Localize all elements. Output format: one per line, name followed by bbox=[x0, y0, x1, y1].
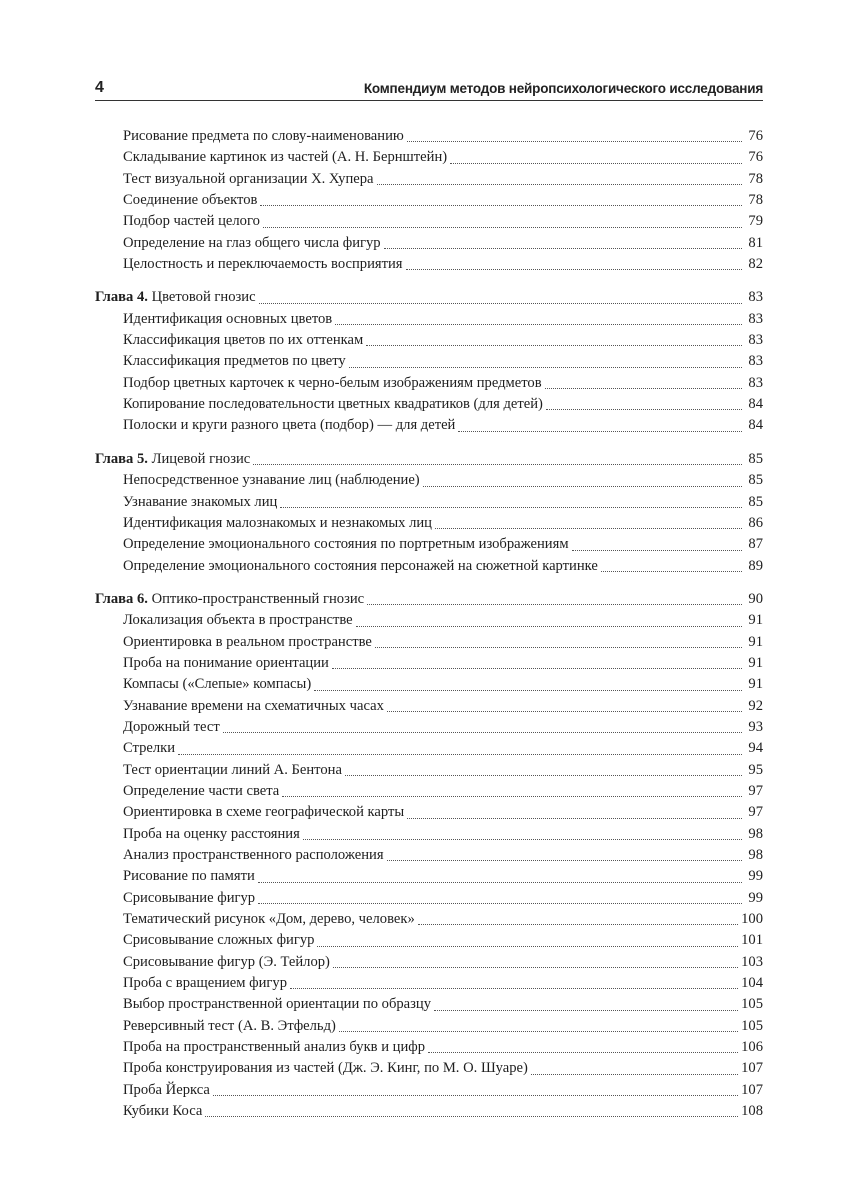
toc-page-number: 93 bbox=[748, 718, 763, 735]
toc-entry[interactable] bbox=[95, 373, 763, 394]
toc-entry-title: Реверсивный тест (А. В. Этфельд) bbox=[123, 1017, 336, 1034]
toc-entry-title: Определение эмоционального состояния персонажей на сюжетной картинке bbox=[123, 557, 598, 574]
toc-entry-title: Узнавание знакомых лиц bbox=[123, 493, 278, 510]
toc-entry-title: Дорожный тест bbox=[123, 718, 220, 735]
toc-entry-title: Проба на понимание ориентации bbox=[123, 654, 329, 671]
dot-leader bbox=[384, 696, 745, 717]
running-title: Компендиум методов нейропсихологического исследования bbox=[363, 81, 763, 96]
toc-entry[interactable] bbox=[95, 556, 763, 577]
dot-leader bbox=[300, 824, 745, 845]
toc-entry[interactable] bbox=[95, 632, 763, 653]
toc-page-number: 107 bbox=[741, 1081, 763, 1098]
toc-page-number: 106 bbox=[741, 1039, 763, 1056]
toc-page-number: 94 bbox=[748, 740, 763, 757]
dot-leader bbox=[260, 211, 745, 232]
chapter-label: Глава 6. bbox=[95, 590, 148, 607]
toc-entry-title: Срисовывание сложных фигур bbox=[123, 932, 315, 949]
toc-page-number: 100 bbox=[741, 911, 763, 928]
toc-entry[interactable] bbox=[95, 760, 763, 781]
toc-entry[interactable] bbox=[95, 696, 763, 717]
dot-leader bbox=[420, 470, 745, 491]
toc-entry-title: Анализ пространственного расположения bbox=[123, 847, 384, 863]
toc-entry[interactable] bbox=[95, 394, 763, 415]
dot-leader bbox=[287, 973, 741, 994]
toc-entry-title: Срисовывание фигур bbox=[123, 889, 256, 906]
dot-leader bbox=[364, 589, 745, 610]
toc-page-number: 91 bbox=[748, 676, 763, 693]
dot-leader bbox=[202, 1101, 741, 1122]
toc-entry[interactable] bbox=[95, 866, 763, 887]
dot-leader bbox=[329, 653, 745, 674]
toc-entry-title: Подбор цветных карточек к черно-белым изображениям предметов bbox=[123, 374, 542, 391]
toc-entry[interactable] bbox=[95, 930, 763, 951]
toc-entry-title: Копирование последовательности цветных квадратиков (для детей) bbox=[123, 396, 543, 413]
dot-leader bbox=[598, 556, 745, 577]
toc-entry-title: Определение части света bbox=[123, 782, 280, 799]
toc-entry-title: Непосредственное узнавание лиц (наблюдение) bbox=[123, 472, 420, 489]
toc-page-number: 97 bbox=[748, 804, 763, 821]
toc-page-number: 89 bbox=[748, 557, 763, 574]
toc-entry-title: Срисовывание фигур (Э. Тейлор) bbox=[123, 953, 330, 970]
toc-chapter-title bbox=[95, 589, 364, 610]
toc-entry-title: Полоски и круги разного цвета (подбор) — для детей bbox=[123, 417, 456, 434]
toc-page-number: 85 bbox=[748, 450, 763, 467]
dot-leader bbox=[431, 994, 741, 1015]
dot-leader bbox=[432, 513, 745, 534]
toc-entry-title: Целостность и переключаемость восприятия bbox=[123, 256, 403, 273]
chapter-name: Лицевой гнозис bbox=[151, 450, 251, 467]
toc-entry-title: Определение эмоционального состояния по портретным изображениям bbox=[123, 536, 569, 553]
toc-page-number: 86 bbox=[748, 514, 763, 531]
dot-leader bbox=[210, 1080, 741, 1101]
toc-entry-title: Складывание картинок из частей (А. Н. Бернштейн) bbox=[123, 149, 448, 166]
toc-entry[interactable] bbox=[95, 351, 763, 372]
dot-leader bbox=[257, 190, 745, 211]
toc-entry-title: Тест ориентации линий А. Бентона bbox=[123, 761, 342, 778]
toc-page-number: 79 bbox=[748, 213, 763, 230]
table-of-contents bbox=[95, 126, 763, 1122]
toc-entry-title: Локализация объекта в пространстве bbox=[123, 612, 353, 629]
toc-entry-title: Рисование предмета по слову-наименованию bbox=[123, 128, 404, 144]
toc-page-number: 83 bbox=[748, 289, 763, 306]
toc-entry-title: Подбор частей целого bbox=[123, 213, 260, 230]
toc-page-number: 98 bbox=[748, 825, 763, 842]
toc-entry[interactable] bbox=[95, 909, 763, 930]
dot-leader bbox=[528, 1058, 741, 1079]
toc-page-number: 92 bbox=[748, 697, 763, 714]
toc-page-number: 105 bbox=[741, 996, 763, 1013]
dot-leader bbox=[336, 1016, 741, 1037]
dot-leader bbox=[255, 866, 745, 887]
toc-page-number: 103 bbox=[741, 953, 763, 970]
toc-page-number: 101 bbox=[741, 932, 763, 949]
toc-page-number: 76 bbox=[748, 149, 763, 166]
toc-entry[interactable] bbox=[95, 653, 763, 674]
toc-page-number: 104 bbox=[741, 975, 763, 992]
toc-entry-title: Идентификация основных цветов bbox=[123, 310, 333, 327]
toc-entry[interactable] bbox=[95, 674, 763, 695]
toc-entry[interactable] bbox=[95, 781, 763, 802]
toc-page-number: 83 bbox=[748, 374, 763, 391]
page-number: 4 bbox=[95, 79, 104, 96]
toc-chapter-chapter4[interactable] bbox=[95, 287, 763, 308]
dot-leader bbox=[342, 760, 745, 781]
toc-entry-title: Определение на глаз общего числа фигур bbox=[123, 234, 381, 251]
toc-entry[interactable] bbox=[95, 845, 763, 866]
toc-page-number: 81 bbox=[748, 234, 763, 251]
toc-page-number: 95 bbox=[748, 761, 763, 778]
toc-entry-title: Классификация цветов по их оттенкам bbox=[123, 332, 364, 349]
toc-page-number: 78 bbox=[748, 192, 763, 209]
dot-leader bbox=[374, 169, 745, 190]
toc-entry[interactable] bbox=[95, 513, 763, 534]
toc-entry-title: Идентификация малознакомых и незнакомых лиц bbox=[123, 514, 432, 531]
toc-entry[interactable] bbox=[95, 1058, 763, 1079]
toc-entry-title: Проба с вращением фигур bbox=[123, 975, 288, 992]
toc-entry[interactable] bbox=[95, 309, 763, 330]
dot-leader bbox=[455, 415, 745, 436]
toc-entry-title: Проба Йеркса bbox=[123, 1081, 210, 1098]
toc-entry[interactable] bbox=[95, 169, 763, 190]
dot-leader bbox=[256, 287, 745, 308]
dot-leader bbox=[175, 738, 745, 759]
toc-entry-title: Проба на пространственный анализ букв и цифр bbox=[123, 1039, 426, 1056]
toc-entry[interactable] bbox=[95, 610, 763, 631]
toc-entry-title: Выбор пространственной ориентации по образцу bbox=[123, 996, 432, 1013]
toc-page-number: 91 bbox=[748, 612, 763, 629]
toc-chapter-chapter5[interactable] bbox=[95, 449, 763, 470]
toc-entry-title: Проба конструирования из частей (Дж. Э. Кинг, по М. О. Шуаре) bbox=[123, 1060, 528, 1077]
toc-page-number: 87 bbox=[748, 536, 763, 553]
toc-entry[interactable] bbox=[95, 254, 763, 275]
toc-entry[interactable] bbox=[95, 824, 763, 845]
toc-entry[interactable] bbox=[95, 1016, 763, 1037]
toc-page-number: 99 bbox=[748, 889, 763, 906]
toc-entry[interactable] bbox=[95, 888, 763, 909]
toc-page-number: 90 bbox=[748, 590, 763, 607]
toc-page-number: 98 bbox=[748, 847, 763, 863]
dot-leader bbox=[346, 351, 745, 372]
dot-leader bbox=[250, 449, 745, 470]
toc-entry[interactable] bbox=[95, 802, 763, 823]
dot-leader bbox=[542, 373, 745, 394]
toc-entry-title: Стрелки bbox=[123, 740, 176, 757]
dot-leader bbox=[425, 1037, 741, 1058]
toc-entry[interactable] bbox=[95, 1037, 763, 1058]
toc-chapter-chapter6[interactable] bbox=[95, 589, 763, 610]
toc-entry-title: Классификация предметов по цвету bbox=[123, 353, 346, 370]
toc-page-number: 99 bbox=[748, 868, 763, 885]
dot-leader bbox=[311, 674, 745, 695]
toc-entry[interactable] bbox=[95, 952, 763, 973]
toc-entry[interactable] bbox=[95, 534, 763, 555]
toc-entry[interactable] bbox=[95, 1101, 763, 1122]
dot-leader bbox=[363, 330, 745, 351]
toc-page-number: 82 bbox=[748, 256, 763, 273]
dot-leader bbox=[220, 717, 745, 738]
toc-entry[interactable] bbox=[95, 994, 763, 1015]
toc-page-number: 108 bbox=[741, 1103, 763, 1120]
dot-leader bbox=[314, 930, 741, 951]
dot-leader bbox=[279, 781, 745, 802]
toc-page-number: 97 bbox=[748, 782, 763, 799]
dot-leader bbox=[415, 909, 741, 930]
toc-entry[interactable] bbox=[95, 717, 763, 738]
toc-entry-title: Проба на оценку расстояния bbox=[123, 825, 300, 842]
toc-entry-title: Рисование по памяти bbox=[123, 868, 255, 885]
toc-page-number: 76 bbox=[748, 128, 763, 144]
toc-entry[interactable] bbox=[95, 470, 763, 491]
dot-leader bbox=[403, 254, 746, 275]
chapter-label: Глава 4. bbox=[95, 289, 148, 306]
toc-page-number: 83 bbox=[748, 332, 763, 349]
dot-leader bbox=[330, 952, 741, 973]
dot-leader bbox=[353, 610, 745, 631]
dot-leader bbox=[404, 802, 745, 823]
toc-page-number: 83 bbox=[748, 310, 763, 327]
toc-entry-title: Тематический рисунок «Дом, дерево, человек» bbox=[123, 911, 415, 928]
toc-chapter-title bbox=[95, 449, 250, 470]
toc-entry[interactable] bbox=[95, 492, 763, 513]
dot-leader bbox=[447, 147, 745, 168]
toc-entry-title: Кубики Коса bbox=[123, 1103, 203, 1120]
toc-chapter-title bbox=[95, 287, 256, 308]
dot-leader bbox=[372, 632, 745, 653]
toc-entry[interactable] bbox=[95, 1080, 763, 1101]
toc-entry-title: Ориентировка в реальном пространстве bbox=[123, 633, 372, 650]
toc-page-number: 105 bbox=[741, 1017, 763, 1034]
toc-page-number: 83 bbox=[748, 353, 763, 370]
toc-entry[interactable] bbox=[95, 973, 763, 994]
dot-leader bbox=[332, 309, 745, 330]
toc-page-number: 91 bbox=[748, 654, 763, 671]
toc-entry[interactable] bbox=[95, 330, 763, 351]
toc-entry-title: Ориентировка в схеме географической карты bbox=[123, 804, 405, 821]
dot-leader bbox=[569, 534, 745, 555]
chapter-label: Глава 5. bbox=[95, 450, 148, 467]
dot-leader bbox=[381, 233, 745, 254]
page-header bbox=[95, 78, 763, 101]
toc-entry[interactable] bbox=[95, 738, 763, 759]
dot-leader bbox=[277, 492, 745, 513]
dot-leader bbox=[384, 845, 745, 866]
dot-leader bbox=[543, 394, 745, 415]
toc-entry[interactable] bbox=[95, 126, 763, 147]
toc-page-number: 84 bbox=[748, 396, 763, 413]
toc-page-number: 78 bbox=[748, 170, 763, 187]
chapter-name: Цветовой гнозис bbox=[151, 289, 256, 306]
toc-page-number: 85 bbox=[748, 472, 763, 489]
toc-entry-title: Узнавание времени на схематичных часах bbox=[123, 697, 384, 714]
chapter-name: Оптико-пространственный гнозис bbox=[151, 590, 365, 607]
toc-entry[interactable] bbox=[95, 190, 763, 211]
toc-entry[interactable] bbox=[95, 211, 763, 232]
toc-entry-title: Соединение объектов bbox=[123, 192, 258, 209]
toc-entry[interactable] bbox=[95, 233, 763, 254]
toc-entry[interactable] bbox=[95, 415, 763, 436]
toc-page-number: 84 bbox=[748, 417, 763, 434]
toc-page-number: 85 bbox=[748, 493, 763, 510]
toc-page-number: 91 bbox=[748, 633, 763, 650]
toc-entry-title: Тест визуальной организации Х. Хупера bbox=[123, 170, 374, 187]
dot-leader bbox=[404, 126, 745, 147]
toc-entry[interactable] bbox=[95, 147, 763, 168]
dot-leader bbox=[255, 888, 745, 909]
toc-page-number: 107 bbox=[741, 1060, 763, 1077]
toc-entry-title: Компасы («Слепые» компасы) bbox=[123, 676, 312, 693]
